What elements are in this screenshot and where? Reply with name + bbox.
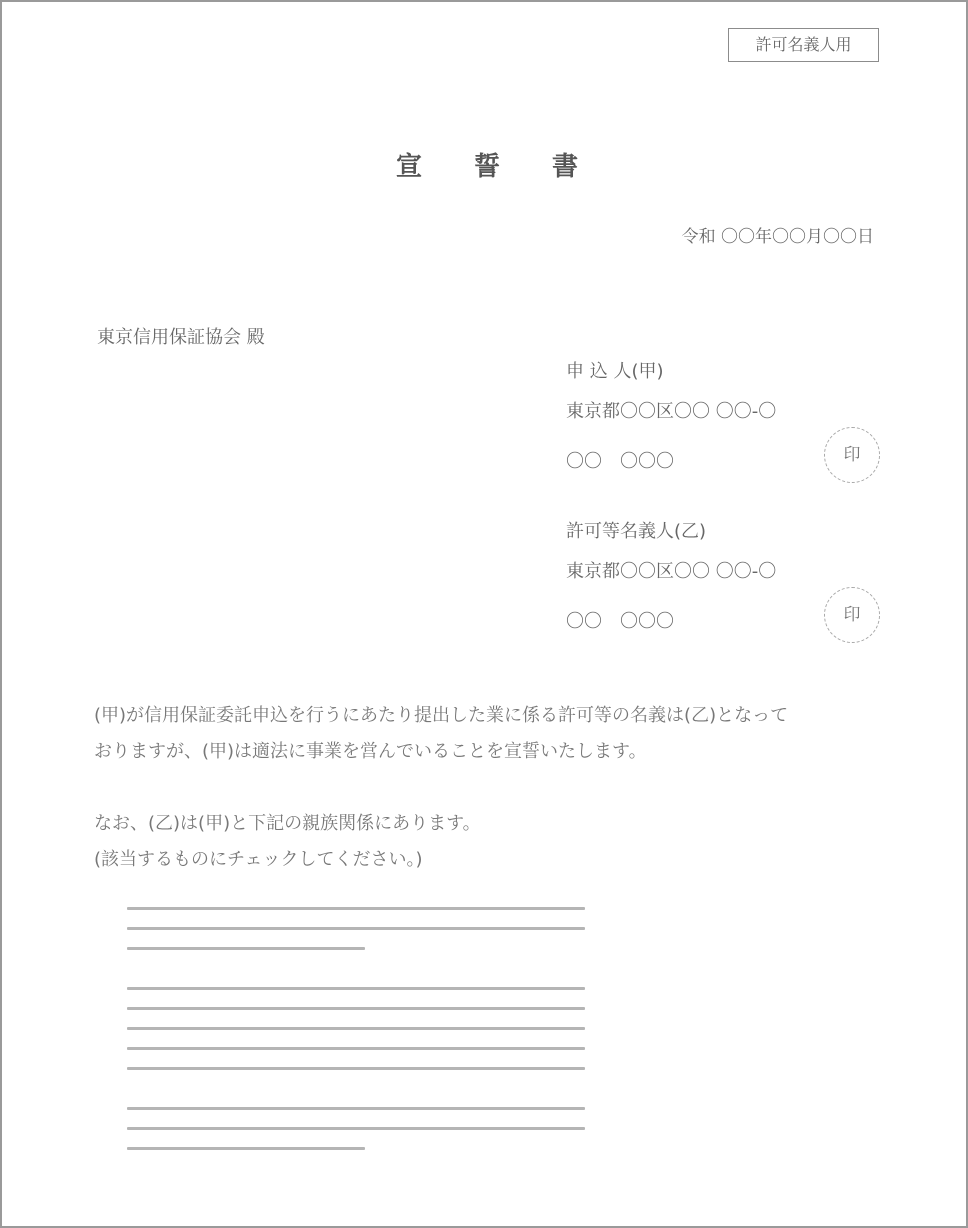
licensee-seal-stamp-area: 印 <box>824 587 880 643</box>
placeholder-text-line <box>127 1047 585 1050</box>
placeholder-text-line <box>127 1147 365 1150</box>
relation-line-2: (該当するものにチェックしてください。) <box>94 849 423 870</box>
applicant-label: 申 込 人(甲) <box>566 361 664 382</box>
applicant-name: 〇〇 〇〇〇 <box>566 451 674 472</box>
placeholder-text-line <box>127 1067 585 1070</box>
placeholder-text-line <box>127 1007 585 1010</box>
date-line: 令和 〇〇年〇〇月〇〇日 <box>681 227 874 247</box>
placeholder-text-line <box>127 1027 585 1030</box>
licensee-address: 東京都〇〇区〇〇 〇〇-〇 <box>566 561 777 582</box>
applicant-address: 東京都〇〇区〇〇 〇〇-〇 <box>566 401 777 422</box>
applicant-seal-stamp-area: 印 <box>824 427 880 483</box>
document-title: 宣誓書 <box>396 152 631 182</box>
document-type-badge: 許可名義人用 <box>728 28 879 62</box>
relation-line-1: なお、(乙)は(甲)と下記の親族関係にあります。 <box>94 813 481 834</box>
placeholder-text-line <box>127 1107 585 1110</box>
placeholder-text-line <box>127 907 585 910</box>
placeholder-text-line <box>127 987 585 990</box>
placeholder-text-line <box>127 1127 585 1130</box>
statement-line-2: おりますが、(甲)は適法に事業を営んでいることを宣誓いたします。 <box>94 741 647 762</box>
addressee: 東京信用保証協会 殿 <box>97 327 265 348</box>
statement-line-1: (甲)が信用保証委託申込を行うにあたり提出した業に係る許可等の名義は(乙)となって <box>94 705 789 726</box>
licensee-label: 許可等名義人(乙) <box>566 521 707 542</box>
placeholder-text-line <box>127 947 365 950</box>
licensee-name: 〇〇 〇〇〇 <box>566 611 674 632</box>
placeholder-text-line <box>127 927 585 930</box>
